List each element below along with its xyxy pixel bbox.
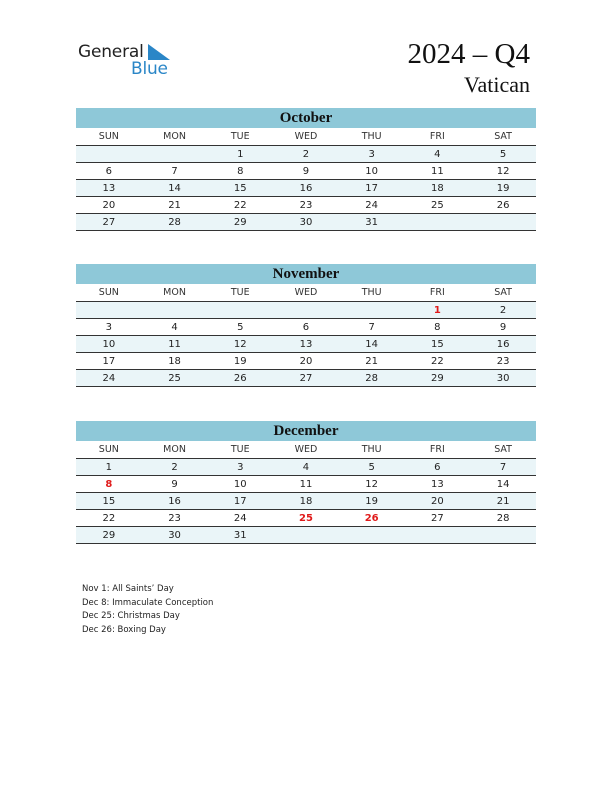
weekday-label: SAT [470,441,536,459]
weekday-label: THU [339,441,405,459]
day-cell: 9 [470,319,536,336]
weekday-label: SUN [76,128,142,146]
day-cell: 25 [273,510,339,527]
day-cell: 24 [207,510,273,527]
empty-day-cell [76,146,142,163]
month-title: December [76,421,536,441]
day-cell: 15 [405,336,471,353]
day-cell: 8 [207,163,273,180]
day-cell: 21 [470,493,536,510]
day-cell: 25 [142,370,208,387]
day-cell: 18 [273,493,339,510]
day-cell: 9 [273,163,339,180]
day-cell: 22 [405,353,471,370]
day-cell: 31 [207,527,273,544]
day-cell: 4 [142,319,208,336]
week-row [76,180,536,197]
day-cell: 28 [142,214,208,231]
weekday-label: MON [142,284,208,302]
day-cell: 6 [273,319,339,336]
empty-day-cell [76,302,142,319]
day-cell: 27 [76,214,142,231]
day-cell: 3 [339,146,405,163]
month-block-december [76,421,536,544]
day-cell: 17 [76,353,142,370]
weekday-label: THU [339,128,405,146]
month-table [76,284,536,387]
day-cell: 7 [470,459,536,476]
weekday-label: SUN [76,284,142,302]
week-row [76,336,536,353]
day-cell: 6 [405,459,471,476]
week-row [76,197,536,214]
day-cell: 30 [470,370,536,387]
day-cell: 19 [207,353,273,370]
day-cell: 11 [405,163,471,180]
day-cell: 4 [273,459,339,476]
day-cell: 13 [273,336,339,353]
day-cell: 9 [142,476,208,493]
day-cell: 4 [405,146,471,163]
country-name: Vatican [464,72,530,97]
day-cell: 28 [339,370,405,387]
empty-day-cell [405,527,471,544]
day-cell: 27 [405,510,471,527]
day-cell: 29 [405,370,471,387]
day-cell: 3 [76,319,142,336]
day-cell: 8 [405,319,471,336]
empty-day-cell [339,302,405,319]
empty-day-cell [470,214,536,231]
month-table [76,128,536,231]
day-cell: 15 [207,180,273,197]
day-cell: 30 [142,527,208,544]
weekday-label: SAT [470,128,536,146]
weekday-label: TUE [207,441,273,459]
weekday-label: THU [339,284,405,302]
day-cell: 20 [273,353,339,370]
day-cell: 30 [273,214,339,231]
page-title: 2024 – Q4 [407,38,530,70]
month-title: October [76,108,536,128]
day-cell: 10 [339,163,405,180]
day-cell: 22 [207,197,273,214]
day-cell: 29 [76,527,142,544]
week-row [76,370,536,387]
day-cell: 10 [76,336,142,353]
week-row [76,476,536,493]
weekday-label: FRI [405,284,471,302]
holiday-notes [82,583,213,638]
week-row [76,319,536,336]
day-cell: 2 [470,302,536,319]
month-title: November [76,264,536,284]
logo-word-blue: Blue [131,59,168,79]
week-row [76,214,536,231]
empty-day-cell [142,146,208,163]
day-cell: 14 [339,336,405,353]
day-cell: 10 [207,476,273,493]
month-block-november [76,264,536,387]
day-cell: 28 [470,510,536,527]
day-cell: 1 [207,146,273,163]
weekday-label: FRI [405,128,471,146]
logo [78,40,178,80]
day-cell: 1 [76,459,142,476]
holiday-note: Dec 25: Christmas Day [82,611,180,622]
weekday-label: SUN [76,441,142,459]
day-cell: 7 [339,319,405,336]
day-cell: 27 [273,370,339,387]
logo-triangle-icon [148,44,170,60]
weekday-header-row [76,441,536,459]
empty-day-cell [405,214,471,231]
weekday-label: TUE [207,284,273,302]
weekday-label: WED [273,128,339,146]
weekday-label: WED [273,284,339,302]
weekday-header-row [76,128,536,146]
weekday-label: MON [142,128,208,146]
weekday-header-row [76,284,536,302]
empty-day-cell [142,302,208,319]
day-cell: 19 [470,180,536,197]
day-cell: 12 [339,476,405,493]
week-row [76,527,536,544]
holiday-note: Dec 26: Boxing Day [82,625,166,636]
day-cell: 22 [76,510,142,527]
weekday-label: WED [273,441,339,459]
day-cell: 2 [142,459,208,476]
day-cell: 26 [339,510,405,527]
day-cell: 18 [405,180,471,197]
day-cell: 26 [207,370,273,387]
day-cell: 14 [142,180,208,197]
day-cell: 5 [339,459,405,476]
day-cell: 23 [470,353,536,370]
empty-day-cell [273,527,339,544]
week-row [76,163,536,180]
day-cell: 13 [76,180,142,197]
holiday-note: Dec 8: Immaculate Conception [82,597,214,608]
day-cell: 5 [207,319,273,336]
day-cell: 17 [207,493,273,510]
day-cell: 23 [273,197,339,214]
day-cell: 23 [142,510,208,527]
week-row [76,353,536,370]
day-cell: 31 [339,214,405,231]
day-cell: 12 [207,336,273,353]
week-row [76,302,536,319]
day-cell: 6 [76,163,142,180]
month-table [76,441,536,544]
day-cell: 26 [470,197,536,214]
week-row [76,146,536,163]
week-row [76,459,536,476]
weekday-label: SAT [470,284,536,302]
day-cell: 20 [405,493,471,510]
empty-day-cell [470,527,536,544]
day-cell: 11 [142,336,208,353]
day-cell: 14 [470,476,536,493]
day-cell: 1 [405,302,471,319]
day-cell: 29 [207,214,273,231]
day-cell: 12 [470,163,536,180]
day-cell: 17 [339,180,405,197]
holiday-note: Nov 1: All Saints’ Day [82,584,174,594]
day-cell: 8 [76,476,142,493]
week-row [76,510,536,527]
day-cell: 11 [273,476,339,493]
day-cell: 16 [142,493,208,510]
empty-day-cell [207,302,273,319]
day-cell: 21 [339,353,405,370]
month-block-october [76,108,536,231]
day-cell: 15 [76,493,142,510]
day-cell: 25 [405,197,471,214]
day-cell: 18 [142,353,208,370]
day-cell: 3 [207,459,273,476]
week-row [76,493,536,510]
day-cell: 16 [470,336,536,353]
day-cell: 13 [405,476,471,493]
day-cell: 16 [273,180,339,197]
weekday-label: FRI [405,441,471,459]
day-cell: 24 [339,197,405,214]
empty-day-cell [339,527,405,544]
day-cell: 5 [470,146,536,163]
empty-day-cell [273,302,339,319]
day-cell: 20 [76,197,142,214]
day-cell: 21 [142,197,208,214]
weekday-label: TUE [207,128,273,146]
day-cell: 7 [142,163,208,180]
day-cell: 24 [76,370,142,387]
day-cell: 2 [273,146,339,163]
day-cell: 19 [339,493,405,510]
weekday-label: MON [142,441,208,459]
logo-word-general: General [78,42,144,62]
